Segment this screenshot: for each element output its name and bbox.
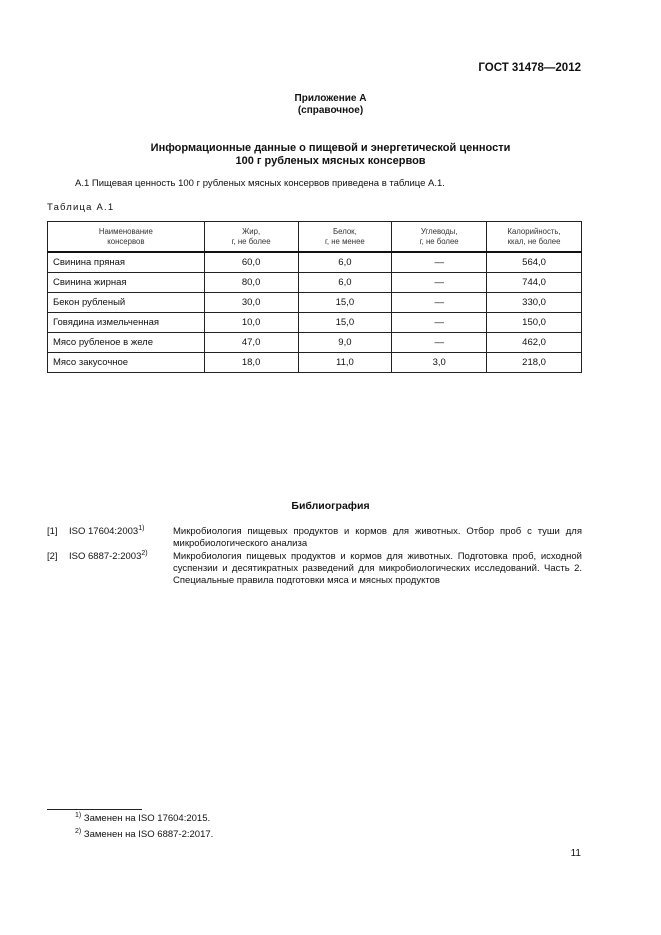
bib-description: Микробиология пищевых продуктов и кормов для животных. Отбор проб с туши для микробиологического анализа — [173, 526, 582, 549]
cell-fat: 60,0 — [204, 252, 298, 273]
cell-carbs: — — [392, 313, 487, 333]
document-id: ГОСТ 31478—2012 — [478, 62, 581, 74]
cell-fat: 10,0 — [204, 313, 298, 333]
header-cell-calories: Калорийность, ккал, не более — [487, 222, 582, 253]
footnote — [75, 829, 213, 840]
header-cell-carbs: Углеводы, г, не более — [392, 222, 487, 253]
bibliography-item — [47, 551, 582, 587]
table-row — [48, 252, 582, 273]
bibliography-item — [47, 526, 582, 550]
cell-protein: 6,0 — [298, 252, 392, 273]
table-row — [48, 293, 582, 313]
cell-product: Свинина пряная — [48, 252, 205, 273]
footnote-text: Заменен на ISO 6887-2:2017. — [83, 829, 214, 840]
appendix-heading — [0, 93, 661, 117]
header-cell-fat: Жир, г, не более — [204, 222, 298, 253]
cell-protein: 15,0 — [298, 313, 392, 333]
appendix-title — [0, 142, 661, 168]
cell-calories: 564,0 — [487, 252, 582, 273]
table-row — [48, 353, 582, 373]
footnote-mark: 1) — [138, 525, 145, 532]
appendix-label: Приложение А — [294, 93, 367, 104]
title-line-2: 100 г рубленых мясных консервов — [235, 155, 426, 167]
cell-product: Свинина жирная — [48, 273, 205, 293]
page-number: 11 — [570, 848, 581, 859]
cell-protein: 9,0 — [298, 333, 392, 353]
cell-calories: 744,0 — [487, 273, 582, 293]
cell-carbs: 3,0 — [392, 353, 487, 373]
cell-carbs: — — [392, 333, 487, 353]
bib-number: [2] — [47, 551, 58, 562]
cell-fat: 47,0 — [204, 333, 298, 353]
appendix-type: (справочное) — [297, 105, 364, 116]
table-row — [48, 273, 582, 293]
footnote-mark: 1) — [75, 812, 82, 819]
title-line-1: Информационные данные о пищевой и энергетической ценности — [150, 142, 511, 154]
cell-protein: 6,0 — [298, 273, 392, 293]
cell-product: Бекон рубленый — [48, 293, 205, 313]
footnote-mark: 2) — [75, 828, 82, 835]
cell-carbs: — — [392, 293, 487, 313]
bib-reference: ISO 6887-2:2003$^{2)}$ — [69, 550, 148, 562]
intro-paragraph: А.1 Пищевая ценность 100 г рубленых мясных консервов приведена в таблице А.1. — [75, 178, 445, 189]
table-row — [48, 333, 582, 353]
bibliography-heading: Библиография — [291, 500, 370, 512]
bib-reference: ISO 17604:2003$^{1)}$ — [69, 525, 145, 537]
footnote-mark: 2) — [141, 550, 148, 557]
cell-carbs: — — [392, 252, 487, 273]
cell-calories: 218,0 — [487, 353, 582, 373]
header-cell-protein: Белок, г, не менее — [298, 222, 392, 253]
cell-calories: 462,0 — [487, 333, 582, 353]
footnote-text: Заменен на ISO 17604:2015. — [83, 813, 211, 824]
cell-fat: 30,0 — [204, 293, 298, 313]
nutrition-table — [47, 221, 582, 373]
cell-calories: 150,0 — [487, 313, 582, 333]
bib-number: [1] — [47, 526, 58, 537]
footnote-separator — [47, 809, 142, 810]
cell-product: Говядина измельченная — [48, 313, 205, 333]
table-label: Таблица А.1 — [47, 202, 115, 213]
cell-fat: 18,0 — [204, 353, 298, 373]
cell-carbs: — — [392, 273, 487, 293]
cell-protein: 11,0 — [298, 353, 392, 373]
cell-protein: 15,0 — [298, 293, 392, 313]
cell-product: Мясо закусочное — [48, 353, 205, 373]
table-header-row — [48, 222, 582, 253]
footnote — [75, 813, 210, 824]
bib-description: Микробиология пищевых продуктов и кормов для животных. Подготовка проб, исходной суспензии и десятикратных разведений для микробиологических исследований. Часть 2. Специальные правила подготовки мяса и мясных продуктов — [173, 551, 582, 586]
cell-fat: 80,0 — [204, 273, 298, 293]
cell-calories: 330,0 — [487, 293, 582, 313]
table-row — [48, 313, 582, 333]
header-cell-name: Наименование консервов — [48, 222, 205, 253]
cell-product: Мясо рубленое в желе — [48, 333, 205, 353]
